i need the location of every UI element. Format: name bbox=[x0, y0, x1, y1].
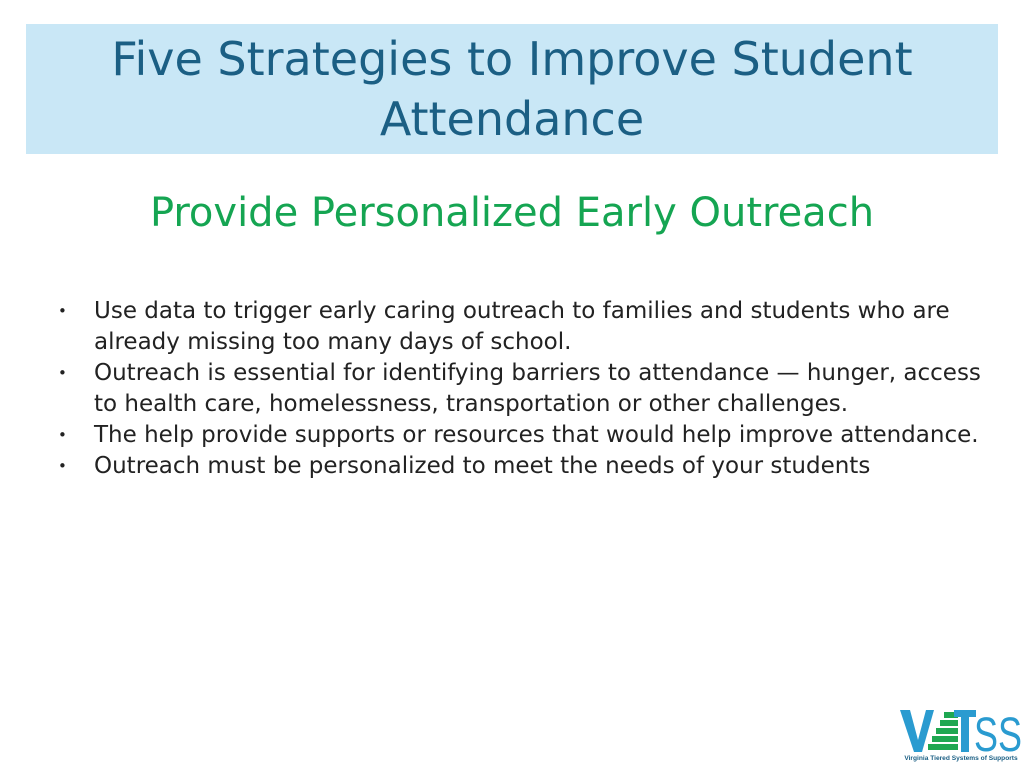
svg-text:SS: SS bbox=[974, 709, 1022, 756]
bullet-dot-icon: • bbox=[58, 302, 67, 320]
vtss-logo bbox=[898, 706, 1024, 766]
bullet-item bbox=[56, 358, 1002, 420]
bullet-item bbox=[56, 296, 1002, 358]
slide-subtitle: Provide Personalized Early Outreach bbox=[149, 190, 875, 236]
bullet-text: Outreach must be personalized to meet the needs of your students bbox=[94, 453, 871, 479]
slide-title: Five Strategies to Improve Student Attendance bbox=[111, 32, 913, 146]
vtss-logo-icon bbox=[898, 706, 1024, 756]
bullet-text: The help provide supports or resources that would help improve attendance. bbox=[94, 422, 979, 448]
title-banner bbox=[26, 24, 998, 154]
logo-caption: Virginia Tiered Systems of Supports bbox=[904, 755, 1018, 762]
bullet-item bbox=[56, 451, 1002, 482]
bullet-dot-icon: • bbox=[58, 457, 67, 475]
bullet-list bbox=[56, 296, 1002, 482]
bullet-text: Use data to trigger early caring outreach to families and students who are already missing too many days of school. bbox=[94, 298, 950, 355]
bullet-item bbox=[56, 420, 1002, 451]
bullet-dot-icon: • bbox=[58, 426, 67, 444]
bullet-text: Outreach is essential for identifying barriers to attendance — hunger, access to health care, homelessness, transportation or other challenges. bbox=[94, 360, 981, 417]
bullet-dot-icon: • bbox=[58, 364, 67, 382]
